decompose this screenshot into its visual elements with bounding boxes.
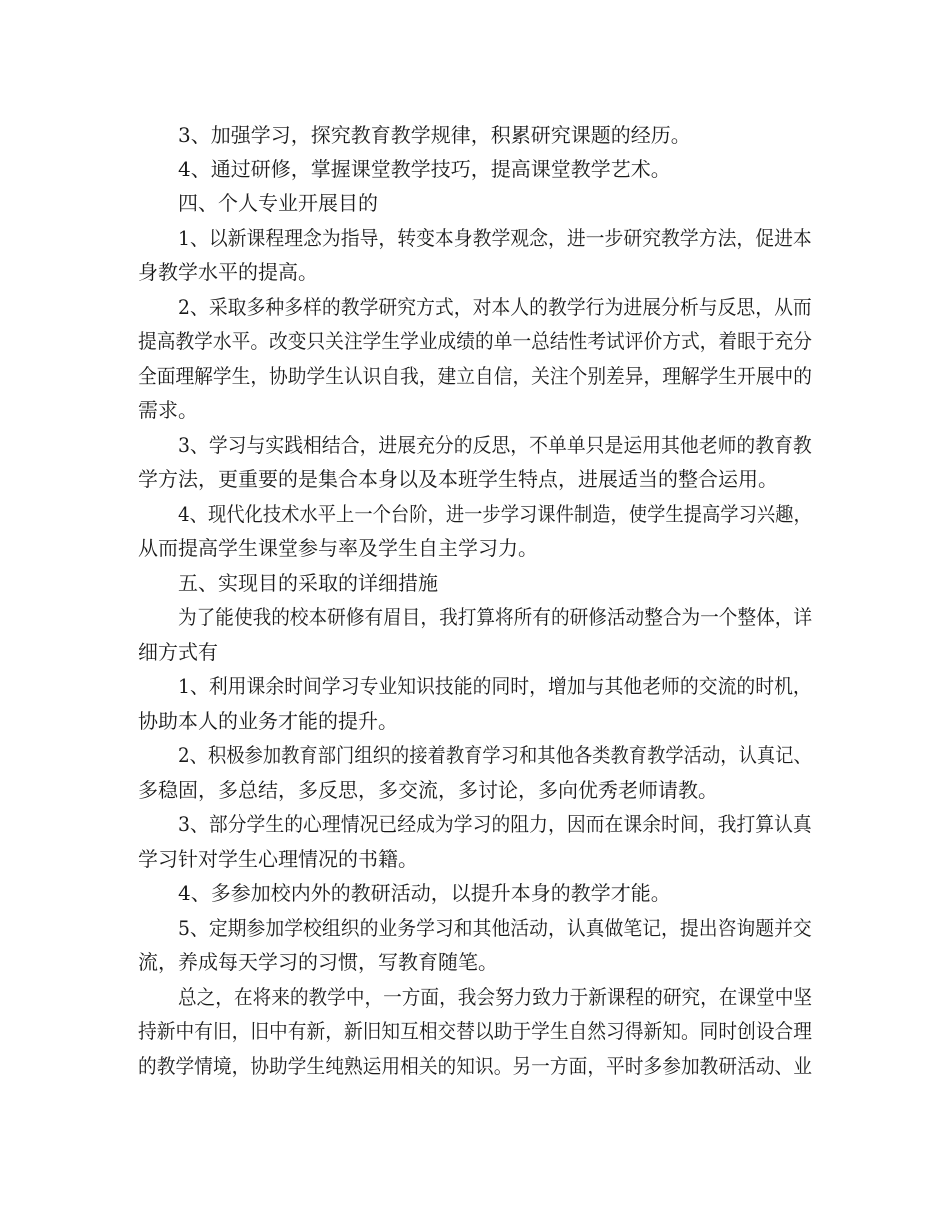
body-line-5: 身教学水平的提高。 — [138, 260, 318, 284]
body-line-8: 全面理解学生，协助学生认识自我，建立自信，关注个别差异，理解学生开展中的 — [138, 364, 812, 388]
body-line-21: 3、部分学生的心理情况已经成为学习的阻力，因而在课余时间，我打算认真 — [178, 812, 812, 836]
body-line-7: 提高教学水平。改变只关注学生学业成绩的单一总结性考试评价方式，着眼于充分 — [138, 329, 812, 353]
body-line-27: 持新中有旧，旧中有新，新旧知互相交替以助于学生自然习得新知。同时创设合理 — [138, 1019, 812, 1043]
body-line-20: 多稳固，多总结，多反思，多交流，多讨论，多向优秀老师请教。 — [138, 778, 718, 802]
body-line-24: 5、定期参加学校组织的业务学习和其他活动，认真做笔记，提出咨询题并交 — [178, 916, 812, 940]
body-line-28: 的教学情境，协助学生纯熟运用相关的知识。另一方面，平时多参加教研活动、业 — [138, 1054, 812, 1078]
body-line-25: 流，养成每天学习的习惯，写教育随笔。 — [138, 950, 498, 974]
body-line-11: 学方法，更重要的是集合本身以及本班学生特点，进展适当的整合运用。 — [138, 467, 778, 491]
section-heading-5: 五、实现目的采取的详细措施 — [178, 571, 438, 595]
body-line-22: 学习针对学生心理情况的书籍。 — [138, 847, 418, 871]
body-line-15: 为了能使我的校本研修有眉目，我打算将所有的研修活动整合为一个整体，详 — [178, 605, 813, 629]
body-line-17: 1、利用课余时间学习专业知识技能的同时，增加与其他老师的交流的时机， — [178, 674, 812, 698]
body-line-19: 2、积极参加教育部门组织的接着教育学习和其他各类教育教学活动，认真记、 — [178, 743, 812, 767]
body-line-2: 4、通过研修，掌握课堂教学技巧，提高课堂教学艺术。 — [178, 157, 671, 181]
body-line-23: 4、多参加校内外的教研活动，以提升本身的教学才能。 — [178, 881, 671, 905]
body-line-9: 需求。 — [138, 398, 198, 422]
section-heading-4: 四、个人专业开展目的 — [178, 191, 378, 215]
body-line-26: 总之，在将来的教学中，一方面，我会努力致力于新课程的研究，在课堂中坚 — [178, 985, 813, 1009]
body-line-16: 细方式有 — [138, 640, 218, 664]
body-line-18: 协助本人的业务才能的提升。 — [138, 709, 398, 733]
body-line-4: 1、以新课程理念为指导，转变本身教学观念，进一步研究教学方法，促进本 — [178, 226, 812, 250]
body-line-1: 3、加强学习，探究教育教学规律，积累研究课题的经历。 — [178, 123, 691, 147]
body-line-12: 4、现代化技术水平上一个台阶，进一步学习课件制造，使学生提高学习兴趣， — [178, 502, 812, 526]
body-line-10: 3、学习与实践相结合，进展充分的反思，不单单只是运用其他老师的教育教 — [178, 433, 812, 457]
body-line-6: 2、采取多种多样的教学研究方式，对本人的教学行为进展分析与反思，从而 — [178, 295, 812, 319]
body-line-13: 从而提高学生课堂参与率及学生自主学习力。 — [138, 536, 538, 560]
